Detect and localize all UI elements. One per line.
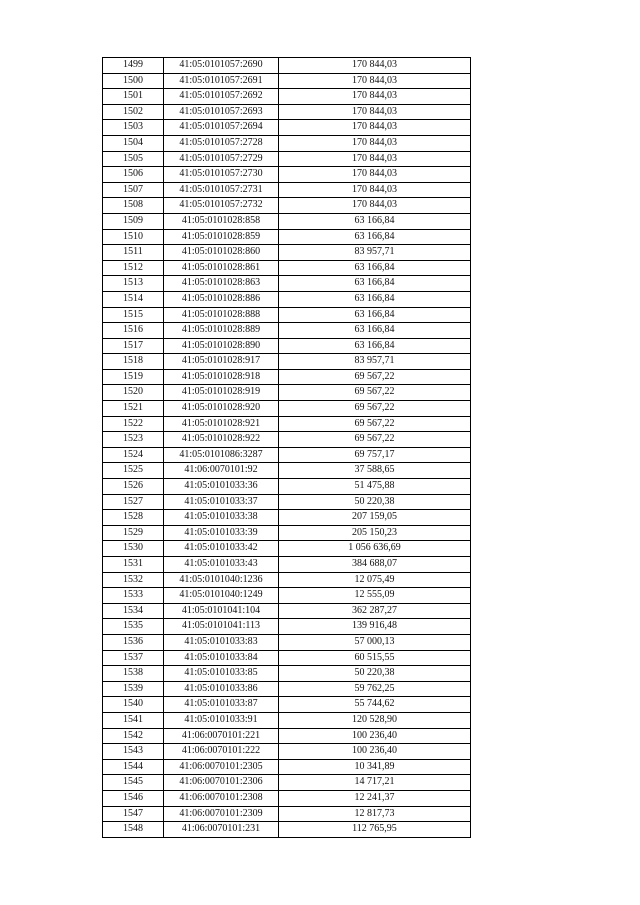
row-number-cell: 1533 [103,588,164,604]
table-row [103,681,471,697]
cadastral-number-cell: 41:05:0101086:3287 [164,447,279,463]
table-row [103,338,471,354]
cadastral-value-cell: 59 762,25 [279,681,471,697]
cadastral-number-cell: 41:05:0101028:888 [164,307,279,323]
cadastral-number-cell: 41:06:0070101:2305 [164,759,279,775]
row-number-cell: 1517 [103,338,164,354]
table-row [103,416,471,432]
row-number-cell: 1524 [103,447,164,463]
cadastral-value-cell: 63 166,84 [279,291,471,307]
row-number-cell: 1520 [103,385,164,401]
cadastral-number-cell: 41:05:0101041:113 [164,619,279,635]
cadastral-value-cell: 170 844,03 [279,58,471,74]
cadastral-number-cell: 41:05:0101028:918 [164,369,279,385]
table-row [103,775,471,791]
cadastral-value-cell: 63 166,84 [279,276,471,292]
cadastral-number-cell: 41:05:0101033:39 [164,525,279,541]
cadastral-number-cell: 41:05:0101028:922 [164,432,279,448]
cadastral-number-cell: 41:06:0070101:2308 [164,790,279,806]
table-row [103,479,471,495]
table-row [103,401,471,417]
cadastral-number-cell: 41:05:0101028:858 [164,213,279,229]
cadastral-value-cell: 170 844,03 [279,89,471,105]
table-row [103,291,471,307]
row-number-cell: 1539 [103,681,164,697]
table-row [103,557,471,573]
row-number-cell: 1508 [103,198,164,214]
row-number-cell: 1541 [103,712,164,728]
table-row [103,728,471,744]
cadastral-value-cell: 1 056 636,69 [279,541,471,557]
row-number-cell: 1505 [103,151,164,167]
cadastral-number-cell: 41:05:0101033:38 [164,510,279,526]
cadastral-number-cell: 41:05:0101057:2691 [164,73,279,89]
cadastral-value-cell: 69 567,22 [279,369,471,385]
cadastral-value-cell: 170 844,03 [279,104,471,120]
cadastral-value-cell: 63 166,84 [279,260,471,276]
table-row [103,245,471,261]
table-row [103,822,471,838]
table-row [103,73,471,89]
table-row [103,120,471,136]
cadastral-number-cell: 41:05:0101028:886 [164,291,279,307]
cadastral-value-cell: 100 236,40 [279,728,471,744]
row-number-cell: 1530 [103,541,164,557]
cadastral-value-cell: 69 567,22 [279,416,471,432]
row-number-cell: 1506 [103,167,164,183]
row-number-cell: 1516 [103,323,164,339]
row-number-cell: 1531 [103,557,164,573]
table-row [103,650,471,666]
row-number-cell: 1518 [103,354,164,370]
cadastral-number-cell: 41:05:0101057:2693 [164,104,279,120]
row-number-cell: 1535 [103,619,164,635]
table-row [103,432,471,448]
table-row [103,806,471,822]
cadastral-value-cell: 170 844,03 [279,182,471,198]
cadastral-number-cell: 41:05:0101057:2730 [164,167,279,183]
cadastral-value-cell: 205 150,23 [279,525,471,541]
row-number-cell: 1499 [103,58,164,74]
cadastral-value-cell: 12 075,49 [279,572,471,588]
cadastral-number-cell: 41:05:0101028:890 [164,338,279,354]
row-number-cell: 1504 [103,135,164,151]
table-row [103,697,471,713]
cadastral-value-cell: 170 844,03 [279,167,471,183]
cadastral-number-cell: 41:05:0101028:917 [164,354,279,370]
table-row [103,58,471,74]
cadastral-number-cell: 41:05:0101028:860 [164,245,279,261]
cadastral-number-cell: 41:05:0101040:1249 [164,588,279,604]
row-number-cell: 1511 [103,245,164,261]
row-number-cell: 1513 [103,276,164,292]
row-number-cell: 1548 [103,822,164,838]
cadastral-number-cell: 41:05:0101033:83 [164,634,279,650]
row-number-cell: 1532 [103,572,164,588]
cadastral-number-cell: 41:05:0101033:43 [164,557,279,573]
cadastral-value-cell: 12 555,09 [279,588,471,604]
row-number-cell: 1514 [103,291,164,307]
table-row [103,494,471,510]
cadastral-number-cell: 41:05:0101033:42 [164,541,279,557]
cadastral-number-cell: 41:06:0070101:221 [164,728,279,744]
row-number-cell: 1500 [103,73,164,89]
row-number-cell: 1536 [103,634,164,650]
table-row [103,712,471,728]
table-row [103,588,471,604]
row-number-cell: 1546 [103,790,164,806]
cadastral-number-cell: 41:05:0101033:86 [164,681,279,697]
cadastral-value-cell: 384 688,07 [279,557,471,573]
row-number-cell: 1515 [103,307,164,323]
table-row [103,323,471,339]
cadastral-value-cell: 112 765,95 [279,822,471,838]
table-row [103,167,471,183]
table-row [103,89,471,105]
cadastral-value-cell: 12 241,37 [279,790,471,806]
cadastral-value-cell: 51 475,88 [279,479,471,495]
row-number-cell: 1519 [103,369,164,385]
table-row [103,619,471,635]
cadastral-value-cell: 120 528,90 [279,712,471,728]
cadastral-number-cell: 41:05:0101057:2732 [164,198,279,214]
cadastral-value-cell: 63 166,84 [279,323,471,339]
table-row [103,510,471,526]
cadastral-value-cell: 207 159,05 [279,510,471,526]
table-row [103,198,471,214]
table-row [103,260,471,276]
cadastral-number-cell: 41:06:0070101:2306 [164,775,279,791]
row-number-cell: 1523 [103,432,164,448]
cadastral-value-cell: 50 220,38 [279,494,471,510]
table-row [103,744,471,760]
cadastral-value-cell: 63 166,84 [279,338,471,354]
cadastral-value-cell: 37 588,65 [279,463,471,479]
cadastral-value-cell: 14 717,21 [279,775,471,791]
cadastral-value-cell: 69 567,22 [279,385,471,401]
row-number-cell: 1545 [103,775,164,791]
table-row [103,790,471,806]
cadastral-number-cell: 41:05:0101057:2729 [164,151,279,167]
cadastral-number-cell: 41:05:0101041:104 [164,603,279,619]
registry-table [102,57,471,838]
table-row [103,276,471,292]
table-row [103,525,471,541]
row-number-cell: 1542 [103,728,164,744]
row-number-cell: 1534 [103,603,164,619]
cadastral-number-cell: 41:05:0101033:87 [164,697,279,713]
cadastral-value-cell: 83 957,71 [279,245,471,261]
cadastral-value-cell: 83 957,71 [279,354,471,370]
row-number-cell: 1543 [103,744,164,760]
row-number-cell: 1537 [103,650,164,666]
table-row [103,369,471,385]
cadastral-number-cell: 41:06:0070101:231 [164,822,279,838]
table-row [103,182,471,198]
row-number-cell: 1507 [103,182,164,198]
table-row [103,385,471,401]
cadastral-number-cell: 41:05:0101028:921 [164,416,279,432]
row-number-cell: 1509 [103,213,164,229]
cadastral-number-cell: 41:05:0101028:889 [164,323,279,339]
cadastral-value-cell: 57 000,13 [279,634,471,650]
cadastral-number-cell: 41:05:0101057:2728 [164,135,279,151]
row-number-cell: 1502 [103,104,164,120]
table-row [103,135,471,151]
cadastral-value-cell: 100 236,40 [279,744,471,760]
row-number-cell: 1526 [103,479,164,495]
table-row [103,541,471,557]
cadastral-value-cell: 170 844,03 [279,120,471,136]
row-number-cell: 1540 [103,697,164,713]
row-number-cell: 1512 [103,260,164,276]
row-number-cell: 1521 [103,401,164,417]
cadastral-number-cell: 41:05:0101028:919 [164,385,279,401]
table-row [103,229,471,245]
cadastral-number-cell: 41:05:0101033:36 [164,479,279,495]
row-number-cell: 1528 [103,510,164,526]
cadastral-number-cell: 41:06:0070101:92 [164,463,279,479]
cadastral-value-cell: 139 916,48 [279,619,471,635]
cadastral-value-cell: 63 166,84 [279,229,471,245]
table-row [103,666,471,682]
registry-table-body [103,58,471,838]
row-number-cell: 1522 [103,416,164,432]
row-number-cell: 1510 [103,229,164,245]
table-row [103,603,471,619]
cadastral-number-cell: 41:05:0101040:1236 [164,572,279,588]
table-row [103,572,471,588]
table-row [103,151,471,167]
cadastral-value-cell: 362 287,27 [279,603,471,619]
table-row [103,213,471,229]
cadastral-number-cell: 41:05:0101057:2694 [164,120,279,136]
row-number-cell: 1527 [103,494,164,510]
row-number-cell: 1503 [103,120,164,136]
cadastral-value-cell: 69 567,22 [279,432,471,448]
cadastral-value-cell: 12 817,73 [279,806,471,822]
row-number-cell: 1525 [103,463,164,479]
cadastral-number-cell: 41:05:0101028:859 [164,229,279,245]
row-number-cell: 1538 [103,666,164,682]
cadastral-value-cell: 170 844,03 [279,73,471,89]
cadastral-value-cell: 55 744,62 [279,697,471,713]
cadastral-value-cell: 50 220,38 [279,666,471,682]
cadastral-number-cell: 41:05:0101057:2692 [164,89,279,105]
cadastral-number-cell: 41:06:0070101:2309 [164,806,279,822]
table-row [103,463,471,479]
cadastral-number-cell: 41:05:0101033:91 [164,712,279,728]
row-number-cell: 1544 [103,759,164,775]
table-row [103,634,471,650]
cadastral-number-cell: 41:05:0101057:2690 [164,58,279,74]
table-row [103,104,471,120]
cadastral-value-cell: 60 515,55 [279,650,471,666]
row-number-cell: 1501 [103,89,164,105]
cadastral-number-cell: 41:06:0070101:222 [164,744,279,760]
cadastral-value-cell: 63 166,84 [279,213,471,229]
table-row [103,354,471,370]
row-number-cell: 1529 [103,525,164,541]
cadastral-value-cell: 69 567,22 [279,401,471,417]
cadastral-value-cell: 69 757,17 [279,447,471,463]
cadastral-number-cell: 41:05:0101033:37 [164,494,279,510]
cadastral-number-cell: 41:05:0101033:85 [164,666,279,682]
table-row [103,759,471,775]
table-row [103,307,471,323]
row-number-cell: 1547 [103,806,164,822]
cadastral-number-cell: 41:05:0101028:920 [164,401,279,417]
cadastral-value-cell: 170 844,03 [279,135,471,151]
cadastral-value-cell: 170 844,03 [279,198,471,214]
cadastral-value-cell: 63 166,84 [279,307,471,323]
cadastral-number-cell: 41:05:0101033:84 [164,650,279,666]
cadastral-value-cell: 170 844,03 [279,151,471,167]
cadastral-value-cell: 10 341,89 [279,759,471,775]
table-row [103,447,471,463]
cadastral-number-cell: 41:05:0101028:863 [164,276,279,292]
cadastral-number-cell: 41:05:0101028:861 [164,260,279,276]
cadastral-number-cell: 41:05:0101057:2731 [164,182,279,198]
